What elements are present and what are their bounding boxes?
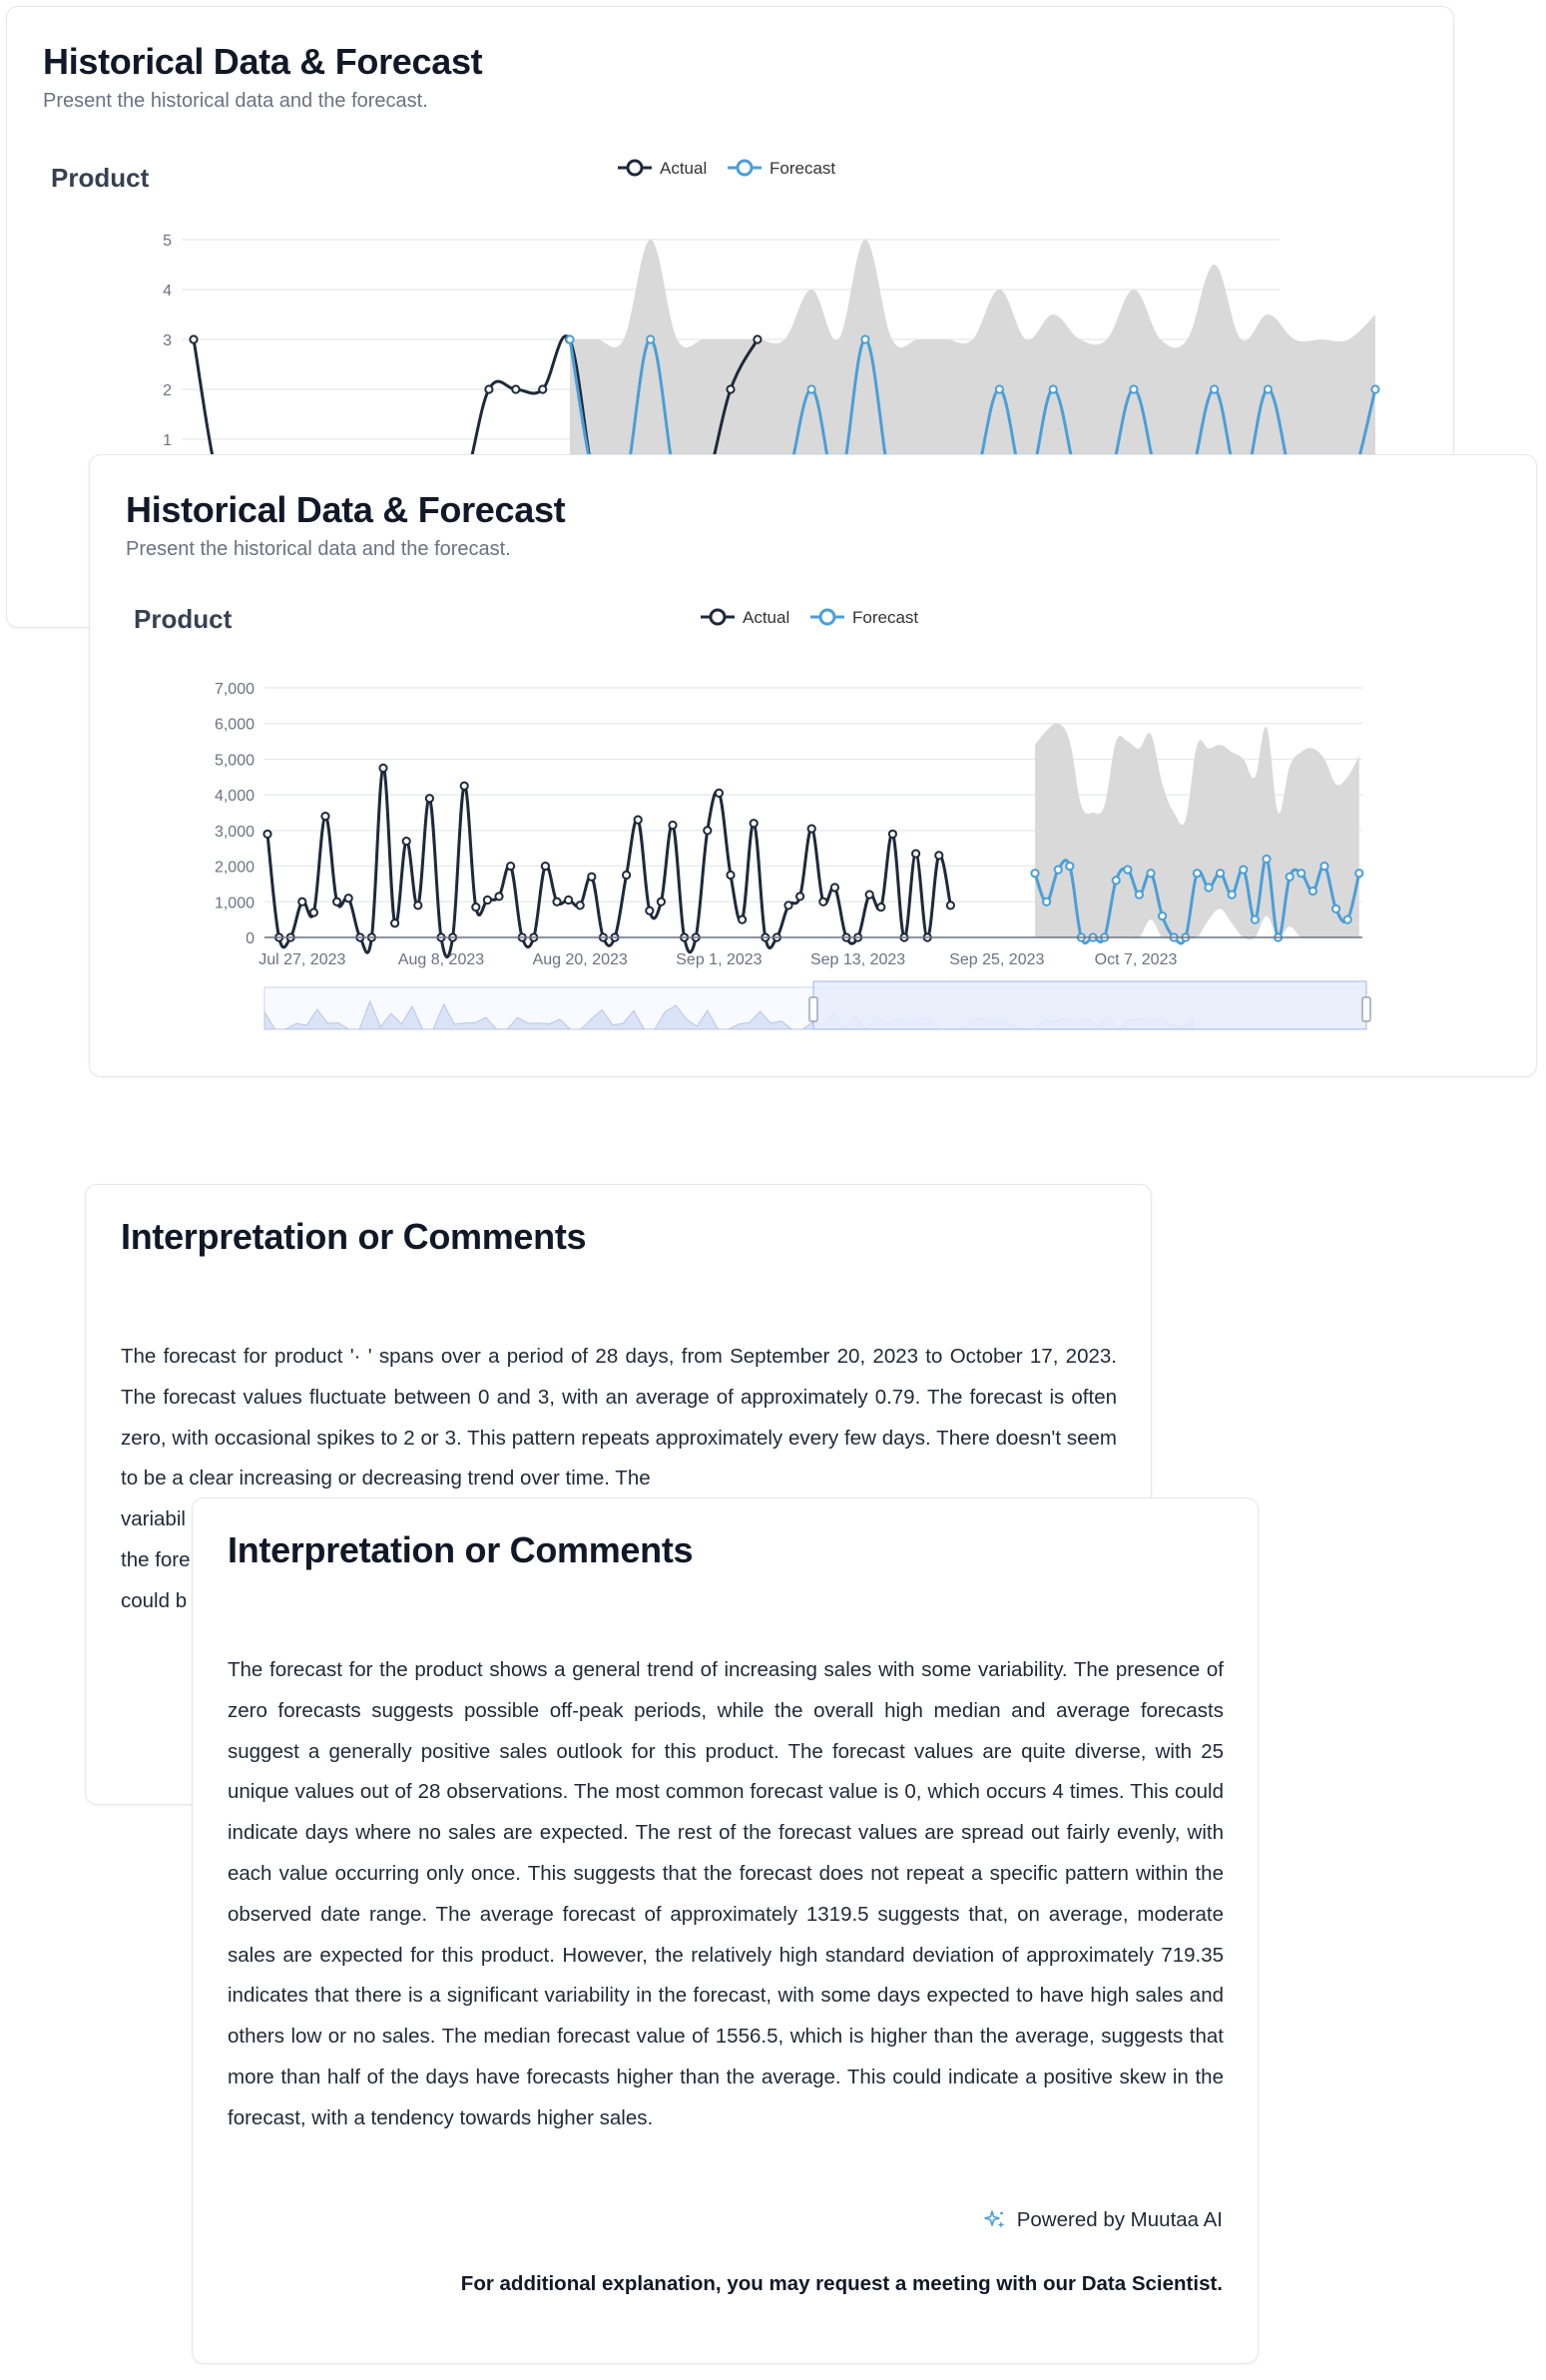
y-tick-label: 5: [163, 233, 172, 250]
forecast-point: [1229, 892, 1236, 898]
actual-point: [553, 898, 560, 905]
y-tick-label: 5,000: [214, 752, 255, 770]
actual-point: [658, 898, 665, 905]
powered-by: [983, 2208, 1223, 2232]
actual-point: [391, 919, 398, 926]
legend-label-actual: Actual: [660, 159, 708, 178]
actual-point: [472, 903, 479, 910]
forecast-point: [1130, 385, 1137, 392]
chart-title: Product: [134, 604, 233, 634]
actual-point: [577, 901, 584, 908]
legend-swatch-marker: [738, 161, 752, 175]
forecast-chart[interactable]: [90, 455, 1537, 1077]
actual-point: [831, 884, 838, 891]
card-title: Interpretation or Comments: [121, 1216, 587, 1257]
actual-point: [704, 827, 711, 834]
y-tick-label: 3: [163, 332, 172, 349]
actual-point: [739, 916, 746, 923]
actual-point: [507, 863, 514, 870]
text-fragment: variabil: [121, 1507, 186, 1530]
actual-point: [426, 795, 433, 802]
x-tick-label: Sep 13, 2023: [809, 951, 906, 968]
forecast-point: [808, 385, 815, 392]
y-tick-label: 4: [163, 283, 172, 299]
actual-point: [588, 874, 595, 881]
forecast-point: [566, 335, 573, 342]
y-tick-label: 2: [163, 382, 172, 399]
actual-point: [495, 892, 502, 899]
actual-point: [784, 901, 791, 908]
forecast-point: [1332, 905, 1339, 912]
forecast-point: [1309, 888, 1316, 894]
actual-point: [298, 898, 305, 905]
card-subtitle: Present the historical data and the forecast.: [43, 90, 428, 112]
forecast-point: [1263, 856, 1270, 863]
powered-by-label: Powered by Muutaa AI: [1016, 2208, 1223, 2231]
actual-point: [912, 850, 919, 857]
actual-point: [727, 872, 734, 879]
forecast-confidence-band: [570, 240, 1375, 489]
card-title: Historical Data & Forecast: [126, 489, 566, 530]
y-tick-label: 7,000: [214, 681, 255, 698]
actual-point: [754, 335, 761, 342]
forecast-point: [996, 385, 1003, 392]
y-tick-label: 1: [163, 432, 172, 449]
zoom-slider-handle: [809, 997, 817, 1021]
forecast-point: [1320, 863, 1327, 870]
x-tick-label: Oct 7, 2023: [1094, 951, 1178, 968]
actual-point: [947, 901, 954, 908]
meeting-cta: For additional explanation, you may request a meeting with our Data Scientist.: [460, 2272, 1223, 2295]
y-tick-label: 3,000: [214, 823, 255, 841]
actual-point: [539, 385, 546, 392]
y-tick-label: 2,000: [214, 859, 255, 877]
actual-point: [379, 765, 386, 772]
historical-card: [89, 454, 1537, 1077]
actual-series-line: [267, 768, 950, 956]
actual-point: [819, 898, 826, 905]
y-tick-label: 1,000: [214, 894, 255, 912]
actual-point: [889, 831, 896, 838]
chart-legend: [701, 608, 918, 627]
actual-point: [321, 813, 328, 820]
text-fragment: could b: [121, 1589, 188, 1612]
actual-point: [263, 831, 270, 838]
legend-label-forecast: Forecast: [852, 608, 919, 627]
legend-swatch-marker: [628, 161, 642, 175]
legend-swatch-marker: [711, 610, 725, 624]
actual-point: [485, 385, 492, 392]
forecast-point: [1252, 916, 1259, 923]
x-tick-label: Aug 8, 2023: [397, 951, 485, 968]
actual-point: [796, 892, 803, 899]
legend-label-actual: Actual: [743, 608, 790, 627]
actual-point: [512, 385, 519, 392]
actual-point: [565, 896, 572, 903]
forecast-point: [1371, 385, 1378, 392]
actual-point: [751, 820, 758, 827]
actual-point: [727, 385, 734, 392]
zoom-slider-selection: [813, 981, 1366, 1029]
x-tick-label: Jul 27, 2023: [258, 951, 346, 968]
interpretation-text: The forecast for the product shows a general trend of increasing sales with some variability. The presence of zero forecasts suggests possible off-peak periods, while the overall high median and average forecasts suggest a generally positive sales outlook for this product. The forecast values are quite diverse, with 25 unique values out of 28 observations. The most common forecast value is 0, which occurs 4 times. This could indicate days where no sales are expected. The rest of the forecast values are spread out fairly evenly, with each value occurring only once. This suggests that the forecast does not repeat a specific pattern within the observed date range. The average forecast of approximately 1319.5 suggests that, on average, moderate sales are expected for this product. However, the relatively high standard deviation of approximately 719.35 indicates that there is a significant variability in the forecast, with some days expected to have high sales and others low or no sales. The median forecast value of 1556.5, which is higher than the average, suggests that more than half of the days have forecasts higher than the average. This could indicate a positive skew in the forecast, with a tendency towards higher sales.: [228, 1658, 1224, 2129]
card-subtitle: Present the historical data and the forecast.: [126, 538, 511, 560]
forecast-point: [1055, 867, 1062, 874]
x-tick-label: Sep 1, 2023: [676, 951, 763, 968]
actual-point: [623, 872, 630, 879]
forecast-point: [1066, 863, 1073, 870]
actual-point: [484, 896, 491, 903]
forecast-point: [1240, 867, 1247, 874]
interpretation-text-back: The forecast for product '· ' spans over a period of 28 days, from September 20, 2023 to October 17, 2023. The forecast values fluctuate between 0 and 3, with an average of approximately 0.79. The forecast is often zero, with occasional spikes to 2 or 3. This pattern repeats approximately every few days. There doesn't seem to be a clear increasing or decreasing trend over time. The: [121, 1345, 1117, 1490]
forecast-point: [1205, 884, 1212, 891]
actual-point: [935, 852, 942, 859]
actual-point: [190, 335, 197, 342]
sparkle-icon: [983, 2208, 1007, 2232]
y-tick-label: 4,000: [214, 788, 255, 806]
forecast-point: [1043, 898, 1050, 905]
chart-legend: [618, 159, 835, 178]
forecast-point: [1355, 870, 1362, 877]
actual-point: [877, 903, 884, 910]
forecast-point: [1265, 385, 1272, 392]
legend-swatch-marker: [820, 610, 834, 624]
forecast-point: [1113, 877, 1120, 884]
actual-point: [345, 894, 352, 901]
actual-point: [866, 892, 873, 898]
actual-point: [403, 838, 410, 845]
comments-card: [192, 1497, 1259, 2364]
forecast-point: [1217, 870, 1224, 877]
actual-point: [635, 817, 642, 824]
x-tick-label: Aug 20, 2023: [532, 951, 628, 968]
forecast-point: [1147, 870, 1154, 877]
actual-point: [808, 825, 815, 832]
card-title: Historical Data & Forecast: [43, 41, 483, 82]
actual-point: [542, 863, 549, 870]
actual-point: [716, 790, 723, 797]
forecast-point: [1194, 870, 1201, 877]
forecast-point: [1287, 874, 1293, 881]
forecast-point: [861, 335, 868, 342]
legend-label-forecast: Forecast: [770, 159, 836, 178]
forecast-point: [1124, 867, 1131, 874]
x-tick-label: Sep 25, 2023: [949, 951, 1045, 968]
actual-point: [646, 907, 653, 914]
forecast-point: [1136, 892, 1143, 898]
forecast-point: [1159, 912, 1166, 919]
y-tick-label: 0: [246, 930, 255, 947]
forecast-point: [647, 335, 654, 342]
forecast-point: [1297, 870, 1304, 877]
card-title: Interpretation or Comments: [228, 1529, 694, 1570]
forecast-point: [1031, 870, 1038, 877]
forecast-point: [1211, 385, 1218, 392]
actual-point: [669, 822, 676, 829]
actual-point: [461, 783, 468, 790]
actual-point: [414, 901, 421, 908]
text-fragment: the fore: [121, 1548, 191, 1571]
forecast-point: [1344, 916, 1351, 923]
actual-point: [333, 898, 340, 905]
forecast-confidence-band: [1035, 723, 1359, 939]
y-tick-label: 6,000: [214, 716, 255, 734]
actual-point: [310, 908, 317, 915]
zoom-slider-handle: [1362, 997, 1370, 1021]
chart-title: Product: [51, 163, 150, 193]
forecast-point: [1050, 385, 1057, 392]
